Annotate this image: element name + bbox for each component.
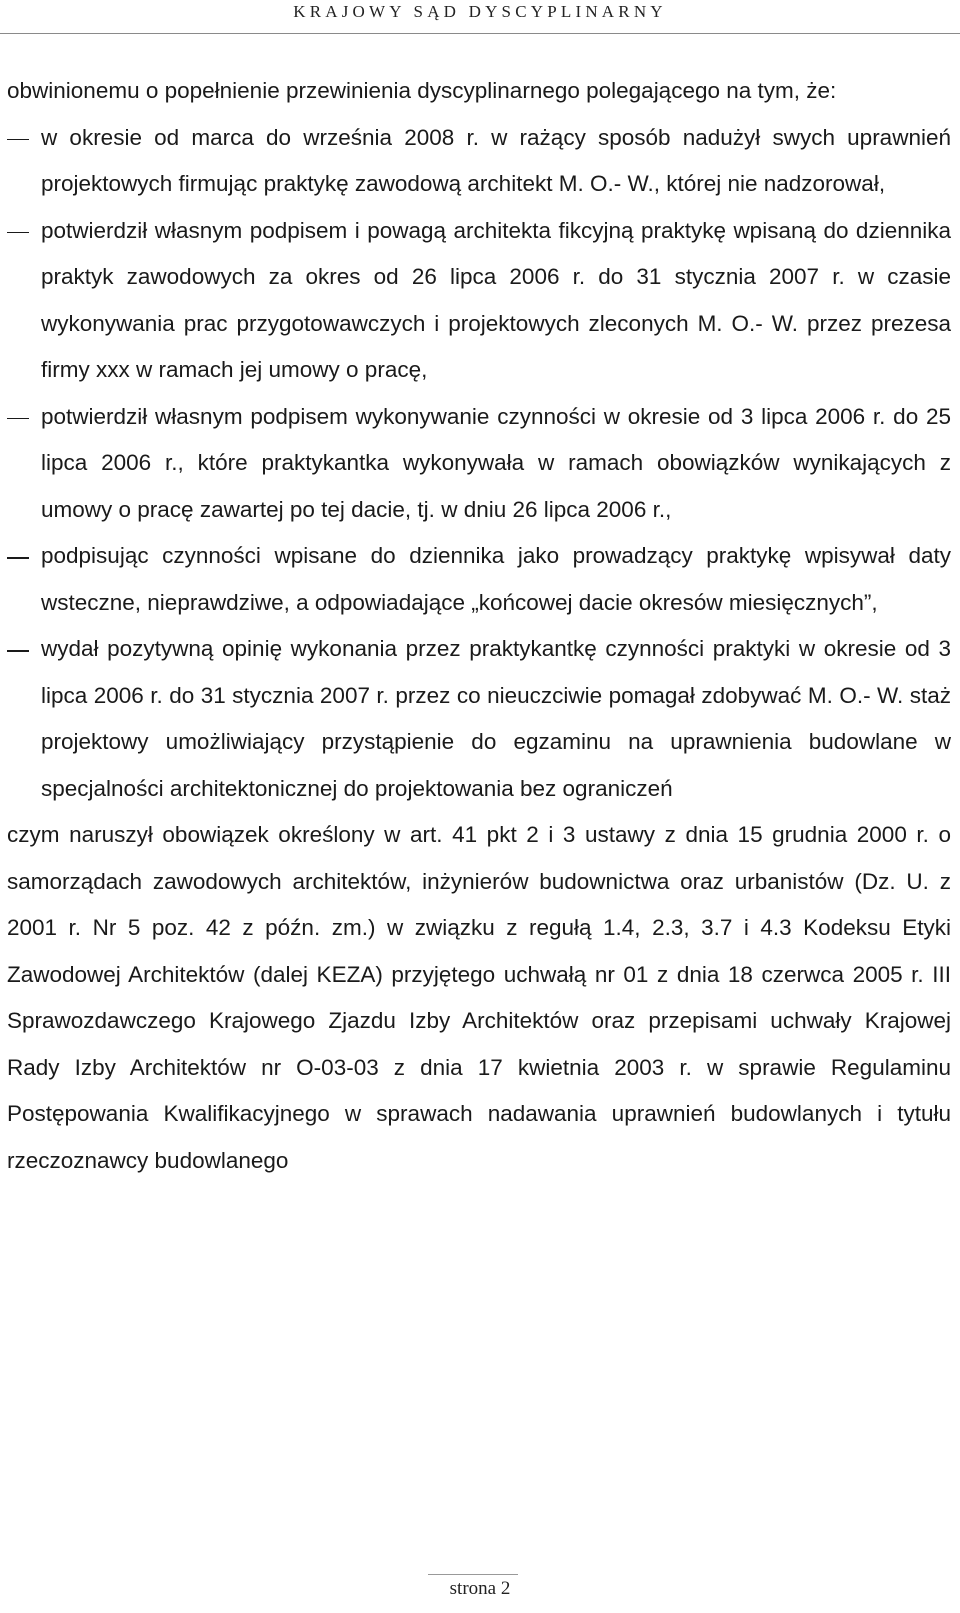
list-item-text: w okresie od marca do września 2008 r. w rażący sposób nadużył swych uprawnień projektowych firmując praktykę zawodową architekt M. O.- W., której nie nadzorował, bbox=[41, 124, 951, 196]
list-item bbox=[7, 115, 951, 208]
list-item-text: wydał pozytywną opinię wykonania przez praktykantkę czynności praktyki w okresie od 3 lipca 2006 r. do 31 stycznia 2007 r. przez co nieuczciwie pomagał zdobywać M. O.- W. staż projektowy umożliwiający przystąpienie do egzaminu na uprawnienia budowlane w specjalności architektonicznej do projektowania bez ograniczeń bbox=[41, 636, 951, 801]
list-item-text: podpisując czynności wpisane do dziennika jako prowadzący praktykę wpisywał daty wsteczne, nieprawdziwe, a odpowiadające „końcowej dacie okresów miesięcznych”, bbox=[41, 543, 951, 615]
page-number: strona 2 bbox=[449, 1578, 511, 1599]
list-item bbox=[7, 626, 951, 812]
page-header: KRAJOWY SĄD DYSCYPLINARNY bbox=[293, 2, 667, 21]
list-item-text: potwierdził własnym podpisem i powagą architekta fikcyjną praktykę wpisaną do dziennika praktyk zawodowych za okres od 26 lipca 2006 r. do 31 stycznia 2007 r. w czasie wykonywania prac przygotowawczych i projektowych zleconych M. O.- W. przez prezesa firmy xxx w ramach jej umowy o pracę, bbox=[41, 217, 951, 382]
document-body bbox=[7, 68, 951, 1184]
footer-rule bbox=[428, 1574, 518, 1575]
list-item bbox=[7, 533, 951, 626]
list-item bbox=[7, 394, 951, 534]
conclusion-paragraph: czym naruszył obowiązek określony w art. 41 pkt 2 i 3 ustawy z dnia 15 grudnia 2000 r. o samorządach zawodowych architektów, inżynierów budownictwa oraz urbanistów (Dz. U. z 2001 r. Nr 5 poz. 42 z późn. zm.) w związku z regułą 1.4, 2.3, 3.7 i 4.3 Kodeksu Etyki Zawodowej Architektów (dalej KEZA) przyjętego uchwałą nr 01 z dnia 18 czerwca 2005 r. III Sprawozdawczego Krajowego Zjazdu Izby Architektów oraz przepisami uchwały Krajowej Rady Izby Architektów nr O-03-03 z dnia 17 kwietnia 2003 r. w sprawie Regulaminu Postępowania Kwalifikacyjnego w sprawach nadawania uprawnień budowlanych i tytułu rzeczoznawcy budowlanego bbox=[7, 822, 951, 1173]
list-item bbox=[7, 208, 951, 394]
list-item-text: potwierdził własnym podpisem wykonywanie czynności w okresie od 3 lipca 2006 r. do 25 lipca 2006 r., które praktykantka wykonywała w ramach obowiązków wynikających z umowy o pracę zawartej po tej dacie, tj. w dniu 26 lipca 2006 r., bbox=[41, 403, 951, 522]
header-rule bbox=[0, 33, 960, 34]
intro-paragraph: obwinionemu o popełnienie przewinienia dyscyplinarnego polegającego na tym, że: bbox=[7, 78, 837, 103]
